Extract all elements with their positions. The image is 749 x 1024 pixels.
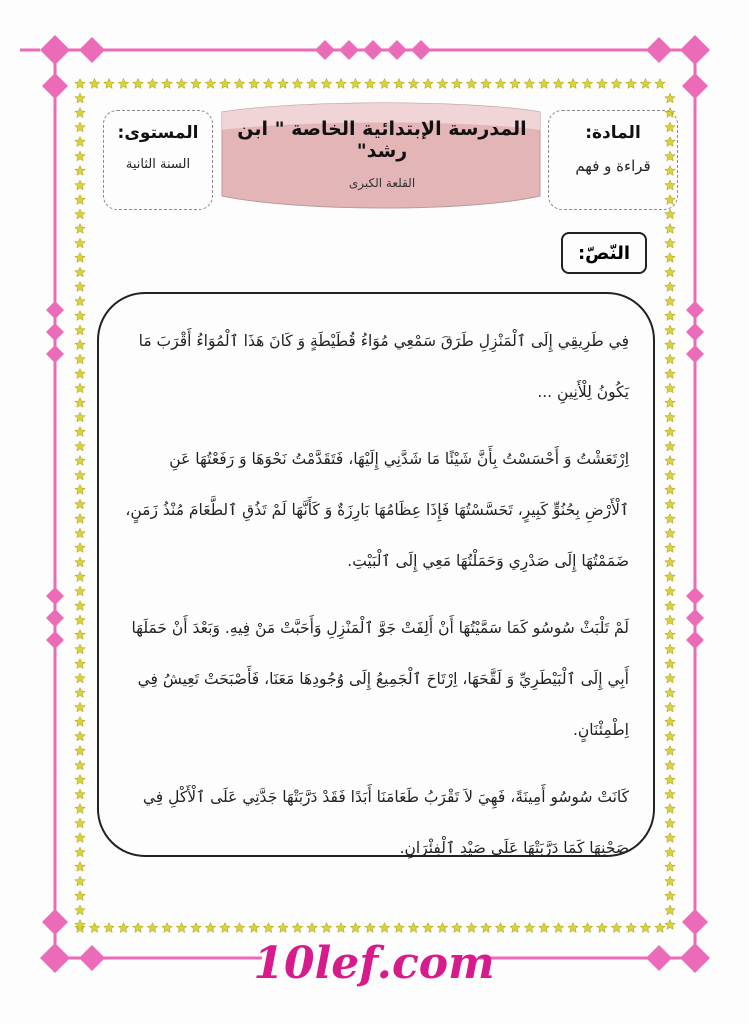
star-icon [75,862,85,872]
star-icon [665,760,675,770]
star-icon [665,369,675,379]
diamond-icon [387,40,407,60]
star-icon [75,93,85,103]
star-icon [75,470,85,480]
star-icon [665,775,675,785]
star-icon [75,818,85,828]
star-icon [452,79,462,89]
star-icon [75,702,85,712]
star-icon [75,543,85,553]
star-icon [75,731,85,741]
subject-value: قراءة و فهم [575,157,651,175]
star-icon [75,180,85,190]
star-icon [350,79,360,89]
level-box [103,110,213,210]
star-icon [75,238,85,248]
star-icon [104,79,114,89]
star-icon [292,923,302,933]
star-icon [665,456,675,466]
star-icon [104,923,114,933]
star-icon [220,923,230,933]
star-icon [75,325,85,335]
star-icon [394,923,404,933]
star-icon [75,340,85,350]
star-icon [278,79,288,89]
star-icon [234,79,244,89]
diamond-icon [79,37,105,63]
star-icon [597,79,607,89]
star-icon [379,79,389,89]
star-icon [75,122,85,132]
star-icon [75,717,85,727]
star-icon [665,847,675,857]
diamond-icon [686,345,704,363]
diamond-icon [686,631,704,649]
star-icon [665,340,675,350]
star-icon [75,601,85,611]
star-icon [665,673,675,683]
star-icon [466,923,476,933]
star-icon [611,79,621,89]
star-icon [75,441,85,451]
star-icon [665,731,675,741]
star-icon [75,615,85,625]
star-icon [75,369,85,379]
diamond-icon [40,943,70,973]
star-icon [75,195,85,205]
star-icon [665,383,675,393]
star-icon [510,79,520,89]
star-icon [249,79,259,89]
level-value: السنة الثانية [125,157,191,172]
diamond-icon [46,323,64,341]
star-icon [665,630,675,640]
star-icon [191,923,201,933]
star-icon [394,79,404,89]
star-icon [321,79,331,89]
star-icon [582,923,592,933]
diamond-icon [682,909,708,935]
diamond-icon [363,40,383,60]
star-icon [75,905,85,915]
star-icon [665,717,675,727]
diamond-icon [646,945,672,971]
star-icon [665,398,675,408]
star-icon [336,79,346,89]
star-icon [75,485,85,495]
star-icon [665,688,675,698]
star-icon [655,79,665,89]
star-icon [665,354,675,364]
star-icon [75,383,85,393]
star-icon [665,470,675,480]
star-icon [75,166,85,176]
diamond-icon [339,40,359,60]
star-icon [75,456,85,466]
level-label: المستوى: [117,123,199,143]
star-icon [75,673,85,683]
subject-label: المادة: [585,123,641,143]
star-icon [626,79,636,89]
star-icon [205,79,215,89]
star-icon [481,79,491,89]
diamond-icon [79,945,105,971]
diamond-icon [42,73,68,99]
text-heading: النّصّ: [561,232,647,274]
star-icon [75,224,85,234]
star-icon [553,923,563,933]
star-icon [568,79,578,89]
star-icon [423,79,433,89]
diamond-icon [680,943,710,973]
star-icon [75,833,85,843]
star-icon [75,514,85,524]
star-icon [133,79,143,89]
star-icon [524,923,534,933]
star-icon [75,499,85,509]
star-icon [176,79,186,89]
star-icon [665,833,675,843]
star-icon [665,862,675,872]
star-icon [191,79,201,89]
star-icon [665,789,675,799]
star-icon [408,79,418,89]
star-icon [665,267,675,277]
star-icon [147,923,157,933]
star-icon [162,79,172,89]
star-icon [665,601,675,611]
star-icon [75,108,85,118]
star-icon [665,905,675,915]
star-icon [118,79,128,89]
star-icon [249,923,259,933]
star-icon [611,923,621,933]
diamond-icon [315,40,335,60]
star-icon [234,923,244,933]
paragraph: فِي طَرِيقِي إِلَى ٱلْمَنْزِلِ طَرَقَ سَمْعِي مُوَاءُ قُطَيْطَةٍ وَ كَانَ هَذَا ٱلْمُوَاءُ أَقْرَبَ مَا يَكُونُ لِلْأَنِينِ ... [138,332,629,401]
star-icon [665,441,675,451]
diamond-icon [46,609,64,627]
star-icon [263,923,273,933]
star-icon [437,79,447,89]
diamond-icon [686,323,704,341]
star-icon [408,923,418,933]
diamond-icon [46,301,64,319]
star-icon [665,238,675,248]
star-icon [437,923,447,933]
star-icon [278,923,288,933]
star-icon [133,923,143,933]
star-icon [75,296,85,306]
star-icon [665,891,675,901]
star-icon [665,311,675,321]
star-icon [350,923,360,933]
star-icon [75,79,85,89]
star-icon [665,615,675,625]
star-icon [336,923,346,933]
star-icon [365,79,375,89]
star-icon [665,514,675,524]
star-icon [75,354,85,364]
star-icon [510,923,520,933]
star-icon [75,746,85,756]
star-icon [568,923,578,933]
star-icon [75,775,85,785]
star-icon [75,311,85,321]
star-icon [75,253,85,263]
diamond-icon [686,609,704,627]
star-icon [665,93,675,103]
star-icon [597,923,607,933]
star-icon [307,79,317,89]
paragraph: اِرْتَعَشْتُ وَ أَحْسَسْتُ بِأَنَّ شَيْئًا مَا شَدَّنِي إِلَيْهَا، فَتَقَدَّمْتُ نَحْوَهَا وَ رَفَعْتُهَا عَنِ ٱلْأَرْضِ بِحُنُوٍّ كَبِيرٍ، تَحَسَّسْتُهَا فَإِذَا عِظَامُهَا بَارِزَةٌ وَ كَأَنَّهَا لَمْ تَذُقِ ٱلطَّعَامَ مُنْذُ زَمَنٍ، ضَمَمْتُهَا إِلَى صَدْرِي وَحَمَلْتُهَا مَعِي إِلَى ٱلْبَيْتِ. [125,450,629,570]
star-icon [75,586,85,596]
school-banner [222,118,542,190]
star-icon [640,79,650,89]
star-icon [75,891,85,901]
star-icon [162,923,172,933]
star-icon [263,79,273,89]
star-icon [665,804,675,814]
reading-text-box [97,292,655,857]
star-icon [292,79,302,89]
star-icon [452,923,462,933]
diamond-icon [680,35,710,65]
star-icon [655,923,665,933]
star-icon [220,79,230,89]
star-icon [75,137,85,147]
star-icon [423,923,433,933]
diamond-icon [411,40,431,60]
star-icon [524,79,534,89]
star-icon [307,923,317,933]
star-icon [75,644,85,654]
star-icon [75,398,85,408]
star-icon [539,79,549,89]
star-icon [539,923,549,933]
star-icon [665,746,675,756]
diamond-icon [46,345,64,363]
star-icon [495,79,505,89]
diamond-icon [46,587,64,605]
star-icon [665,412,675,422]
star-icon [665,543,675,553]
diamond-icon [686,301,704,319]
subject-box [548,110,678,210]
star-icon [665,485,675,495]
star-icon [466,79,476,89]
star-icon [75,847,85,857]
star-icon [75,282,85,292]
star-icon [495,923,505,933]
star-icon [75,209,85,219]
paragraph: لَمْ تَلْبَثْ سُوسُو كَمَا سَمَّيْتُهَا أَنْ أَلِفَتْ جَوَّ ٱلْمَنْزِلِ وَأَحَبَّتْ مَنْ فِيهِ. وَبَعْدَ أَنْ حَمَلَهَا أَبِي إِلَى ٱلْبَيْطَرِيِّ وَ لَقَّحَهَا، اِرْتَاحَ ٱلْجَمِيعُ إِلَى وُجُودِهَا مَعَنَا، فَأَصْبَحَتْ تَعِيشُ فِي اِطْمِئْنَانٍ. [131,619,629,739]
star-icon [665,586,675,596]
star-icon [665,659,675,669]
star-icon [665,920,675,930]
star-icon [75,688,85,698]
star-icon [553,79,563,89]
star-icon [75,151,85,161]
school-location: القلعة الكبرى [348,176,416,190]
star-icon [665,876,675,886]
star-icon [665,325,675,335]
star-icon [665,282,675,292]
star-icon [665,296,675,306]
watermark-text: 10lef.com [253,938,495,989]
diamond-icon [686,587,704,605]
star-icon [665,572,675,582]
star-icon [75,659,85,669]
star-icon [89,923,99,933]
star-icon [582,79,592,89]
school-name: المدرسة الإبتدائية الخاصة " ابن رشد" [237,118,527,162]
star-icon [176,923,186,933]
star-icon [665,644,675,654]
star-icon [75,557,85,567]
star-icon [75,804,85,814]
star-icon [665,528,675,538]
star-icon [365,923,375,933]
star-icon [75,876,85,886]
star-icon [665,499,675,509]
star-icon [75,630,85,640]
star-icon [665,818,675,828]
star-icon [665,253,675,263]
star-icon [75,427,85,437]
star-icon [626,923,636,933]
star-icon [118,923,128,933]
star-icon [640,923,650,933]
star-icon [379,923,389,933]
star-icon [89,79,99,89]
star-icon [665,702,675,712]
diamond-icon [682,73,708,99]
diamond-icon [46,631,64,649]
star-icon [75,789,85,799]
star-icon [75,572,85,582]
star-icon [75,267,85,277]
star-icon [481,923,491,933]
star-icon [75,528,85,538]
star-icon [147,79,157,89]
star-icon [75,760,85,770]
star-icon [321,923,331,933]
diamond-icon [646,37,672,63]
diamond-icon [40,35,70,65]
star-icon [665,209,675,219]
paragraph: كَانَتْ سُوسُو أَمِينَةً، فَهِيَ لاَ تَقْرَبُ طَعَامَنَا أَبَدًا فَقَدْ دَرَّبَتْهَا جَدَّتِي عَلَى ٱلْأَكْلِ فِي صَحْنِهَا كَمَا دَرَّبَتْهَا عَلَى صَيْدِ ٱلْفِئْرَانِ. [142,788,629,857]
diamond-icon [42,909,68,935]
star-icon [665,557,675,567]
star-icon [205,923,215,933]
star-icon [665,427,675,437]
star-icon [75,412,85,422]
star-icon [665,224,675,234]
